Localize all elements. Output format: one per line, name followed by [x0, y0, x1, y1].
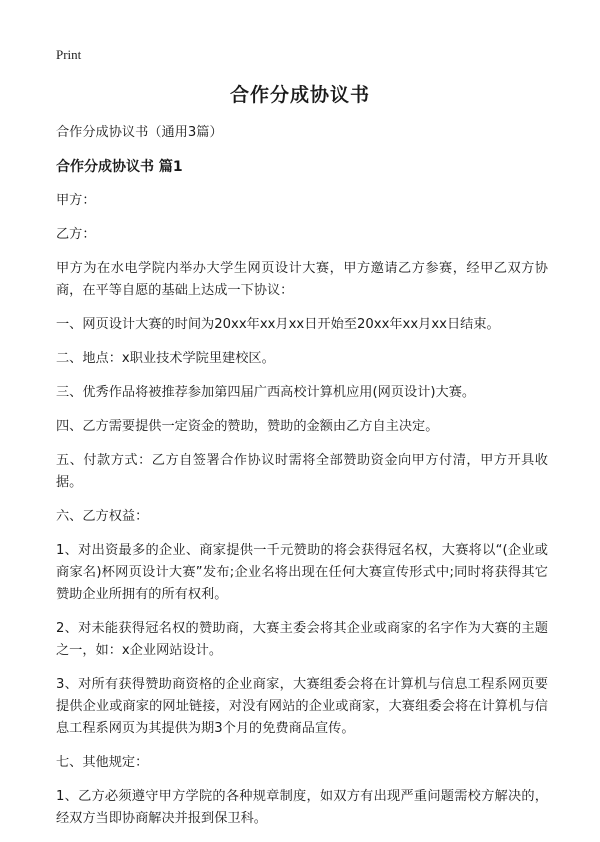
clause-1: 一、网页设计大赛的时间为20xx年xx月xx日开始至20xx年xx月xx日结束。 [56, 317, 500, 332]
clause-6: 六、乙方权益： [56, 509, 149, 524]
print-link[interactable]: Print [56, 47, 82, 62]
clause-7: 七、其他规定： [56, 755, 149, 770]
party-b-line: 乙方： [56, 227, 96, 242]
intro-paragraph: 甲方为在水电学院内举办大学生网页设计大赛，甲方邀请乙方参赛，经甲乙双方协商，在平等自愿的基础上达成一下协议： [56, 261, 548, 298]
document-title: 合作分成协议书 [229, 84, 370, 106]
document-body [56, 122, 548, 842]
document-subtitle: 合作分成协议书（通用3篇） [56, 125, 223, 140]
clause-6-1: 1、对出资最多的企业、商家提供一千元赞助的将会获得冠名权，大赛将以“(企业或商家名)杯网页设计大赛”发布;企业名将出现在任何大赛宣传形式中;同时将获得其它赞助企业所拥有的所有权利。 [56, 543, 548, 602]
clause-4: 四、乙方需要提供一定资金的赞助，赞助的金额由乙方自主决定。 [56, 419, 439, 434]
clause-3: 三、优秀作品将被推荐参加第四届广西高校计算机应用(网页设计)大赛。 [56, 385, 476, 400]
clause-7-1: 1、乙方必须遵守甲方学院的各种规章制度，如双方有出现严重问题需校方解决的，经双方当即协商解决并报到保卫科。 [56, 789, 548, 826]
clause-6-3: 3、对所有获得赞助商资格的企业商家，大赛组委会将在计算机与信息工程系网页要提供企业或商家的网址链接，对没有网站的企业或商家，大赛组委会将在计算机与信息工程系网页为其提供为期3个月的免费商品宣传。 [56, 677, 548, 736]
clause-2: 二、地点：x职业技术学院里建校区。 [56, 351, 275, 366]
clause-5: 五、付款方式：乙方自签署合作协议时需将全部赞助资金向甲方付清，甲方开具收据。 [56, 453, 548, 490]
section-heading: 合作分成协议书 篇1 [56, 159, 183, 175]
party-a-line: 甲方： [56, 193, 96, 208]
clause-6-2: 2、对未能获得冠名权的赞助商，大赛主委会将其企业或商家的名字作为大赛的主题之一，如：x企业网站设计。 [56, 621, 548, 658]
